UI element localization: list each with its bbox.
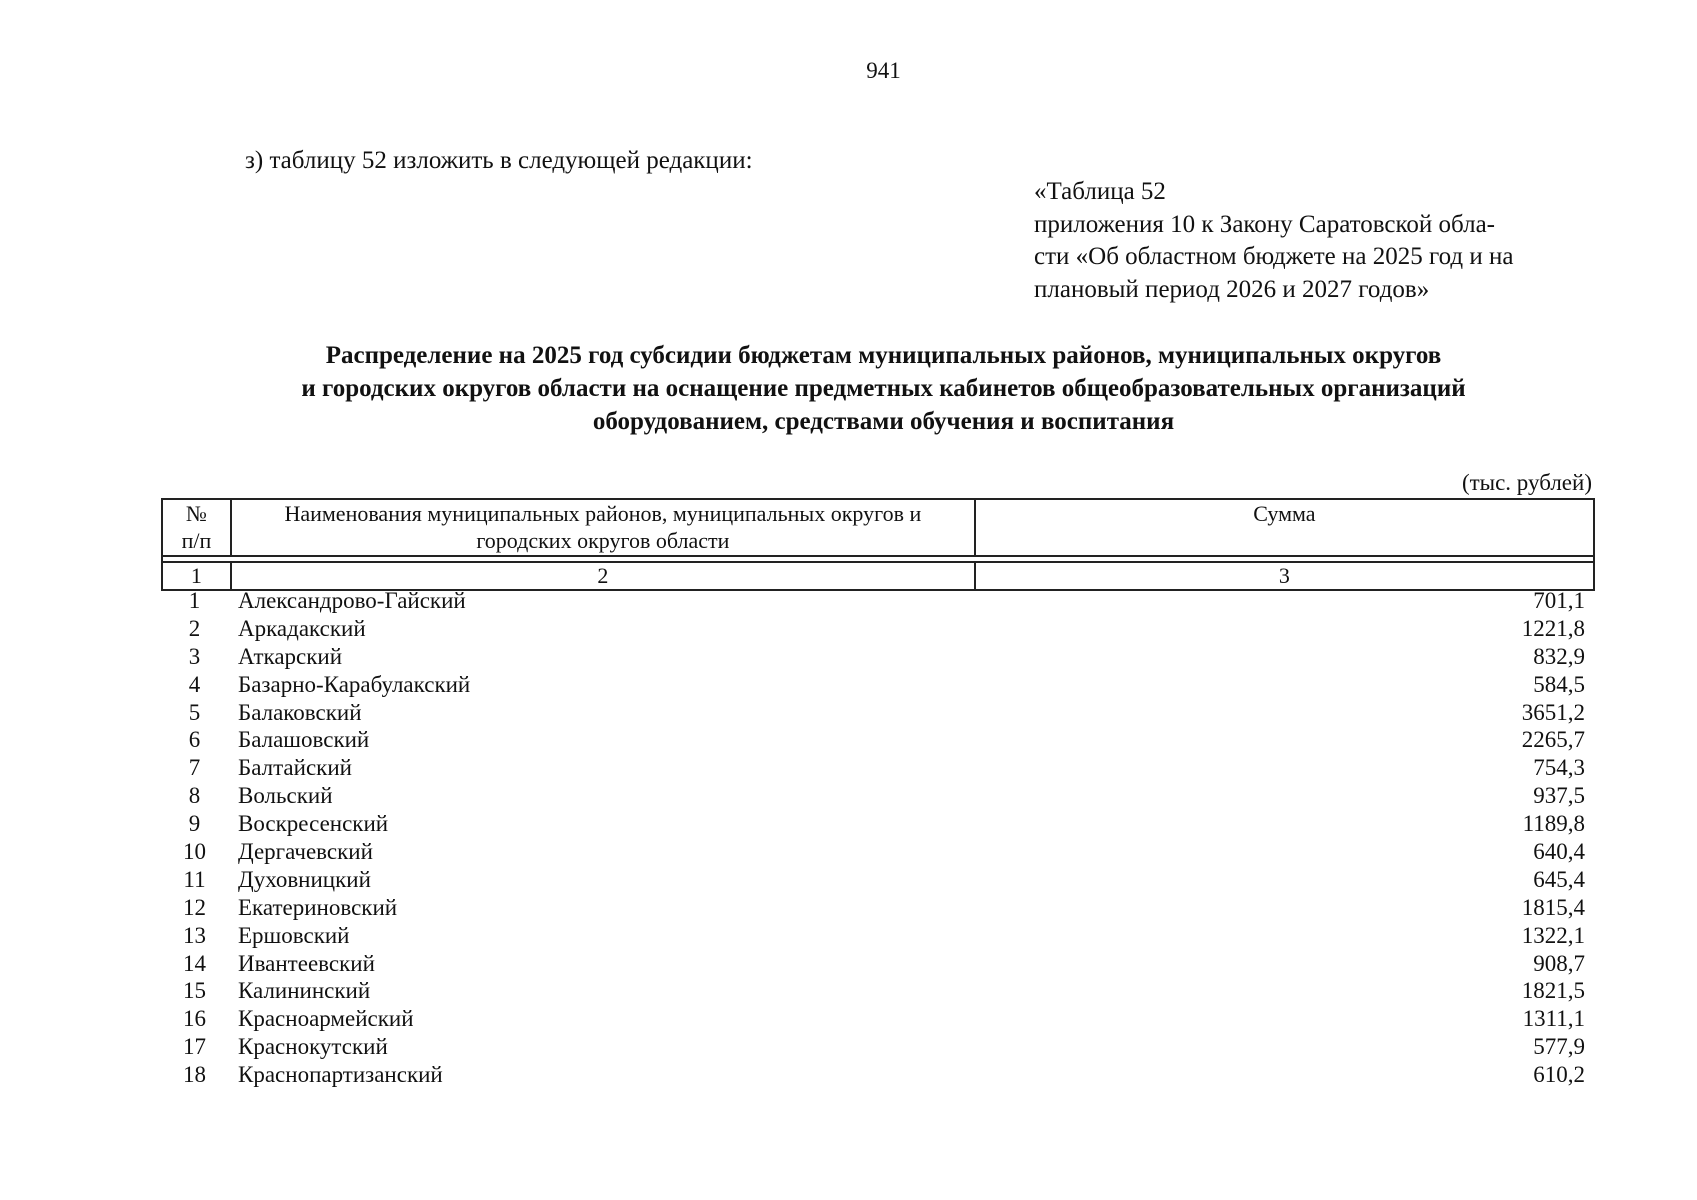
row-district-name: Балашовский <box>238 727 370 753</box>
column-number-3: 3 <box>975 562 1594 590</box>
row-number: 3 <box>188 643 201 669</box>
row-amount: 754,3 <box>1533 755 1585 781</box>
page-number: 941 <box>866 58 901 83</box>
row-amount: 832,9 <box>1533 643 1585 669</box>
row-number: 17 <box>183 1034 206 1060</box>
row-amount: 3651,2 <box>1521 699 1585 725</box>
row-district-name: Краснопартизанский <box>238 1062 443 1088</box>
table-row <box>161 671 1595 699</box>
row-district-name: Екатериновский <box>238 894 398 920</box>
column-number-2: 2 <box>231 562 975 590</box>
title-line: Распределение на 2025 год субсидии бюджетам муниципальных районов, муниципальных округов <box>325 342 1442 369</box>
row-amount: 908,7 <box>1533 950 1585 976</box>
table-row <box>161 838 1595 866</box>
row-number: 13 <box>183 922 206 948</box>
appendix-line: «Таблица 52 <box>1034 178 1166 205</box>
units-label: (тыс. рублей) <box>1461 470 1592 495</box>
row-amount: 1821,5 <box>1521 978 1585 1004</box>
row-amount: 937,5 <box>1533 783 1585 809</box>
row-number: 5 <box>188 699 201 725</box>
table-row <box>161 950 1595 978</box>
row-number: 10 <box>183 839 206 865</box>
header-sum: Сумма <box>975 499 1594 556</box>
appendix-line: плановый период 2026 и 2027 годов» <box>1034 275 1430 303</box>
row-amount: 1189,8 <box>1522 811 1585 837</box>
header-number-line2: п/п <box>181 528 212 553</box>
header-number-line1: № <box>185 501 207 526</box>
row-district-name: Краснокутский <box>238 1034 388 1060</box>
table-row <box>161 1061 1595 1089</box>
table-row <box>161 894 1595 922</box>
row-amount: 1322,1 <box>1521 922 1585 948</box>
table-row <box>161 587 1595 615</box>
row-number: 7 <box>188 755 201 781</box>
table-row <box>161 754 1595 782</box>
row-number: 9 <box>188 811 201 837</box>
table-row <box>161 810 1595 838</box>
appendix-line: сти «Об областном бюджете на 2025 год и на <box>1034 243 1514 270</box>
row-number: 4 <box>188 671 201 697</box>
table-row <box>161 1005 1595 1033</box>
row-number: 12 <box>183 894 206 920</box>
row-amount: 2265,7 <box>1521 727 1585 753</box>
row-amount: 645,4 <box>1533 866 1585 892</box>
appendix-reference <box>1034 176 1594 306</box>
row-number: 11 <box>183 866 206 892</box>
row-district-name: Калининский <box>238 978 371 1004</box>
row-number: 1 <box>188 588 201 613</box>
title-line: и городских округов области на оснащение предметных кабинетов общеобразовательных организаций <box>301 375 1466 402</box>
table-row <box>161 866 1595 894</box>
row-district-name: Ершовский <box>238 922 350 948</box>
appendix-line: приложения 10 к Закону Саратовской обла- <box>1034 210 1495 238</box>
column-number-1: 1 <box>162 562 231 590</box>
document-title <box>200 339 1567 438</box>
header-name-line2: городских округов области <box>476 528 730 553</box>
row-district-name: Ивантеевский <box>238 950 375 976</box>
row-amount: 577,9 <box>1533 1034 1585 1060</box>
row-district-name: Красноармейский <box>238 1006 414 1032</box>
table-row <box>161 922 1595 950</box>
row-number: 18 <box>183 1062 206 1088</box>
row-district-name: Александрово-Гайский <box>238 588 466 613</box>
table-header <box>161 498 1595 591</box>
table-row <box>161 1033 1595 1061</box>
header-name <box>231 499 975 556</box>
row-district-name: Аткарский <box>238 643 343 669</box>
row-district-name: Аркадакский <box>238 615 366 641</box>
row-number: 8 <box>188 783 201 809</box>
row-number: 6 <box>188 727 201 753</box>
table-body <box>161 587 1595 1089</box>
row-district-name: Балтайский <box>238 755 352 781</box>
row-amount: 640,4 <box>1533 839 1585 865</box>
row-district-name: Духовницкий <box>238 866 371 892</box>
row-amount: 584,5 <box>1533 671 1585 697</box>
title-line: оборудованием, средствами обучения и воспитания <box>592 408 1175 435</box>
row-number: 16 <box>183 1006 206 1032</box>
table-row <box>161 782 1595 810</box>
intro-text: з) таблицу 52 изложить в следующей редакции: <box>245 147 753 174</box>
row-number: 15 <box>183 978 206 1004</box>
table-row <box>161 726 1595 754</box>
row-district-name: Базарно-Карабулакский <box>238 671 471 697</box>
header-number <box>162 499 231 556</box>
row-amount: 610,2 <box>1533 1062 1585 1088</box>
row-amount: 1815,4 <box>1521 894 1585 920</box>
row-amount: 1311,1 <box>1522 1006 1585 1032</box>
table-row <box>161 977 1595 1005</box>
row-district-name: Дергачевский <box>238 839 373 865</box>
row-amount: 701,1 <box>1533 588 1585 613</box>
row-number: 2 <box>188 615 201 641</box>
row-amount: 1221,8 <box>1521 615 1585 641</box>
row-district-name: Воскресенский <box>238 811 389 837</box>
row-district-name: Балаковский <box>238 699 362 725</box>
table-row <box>161 615 1595 643</box>
header-name-line1: Наименования муниципальных районов, муниципальных округов и <box>284 501 922 526</box>
table-row <box>161 643 1595 671</box>
row-district-name: Вольский <box>238 783 333 809</box>
row-number: 14 <box>183 950 206 976</box>
table-row <box>161 699 1595 727</box>
